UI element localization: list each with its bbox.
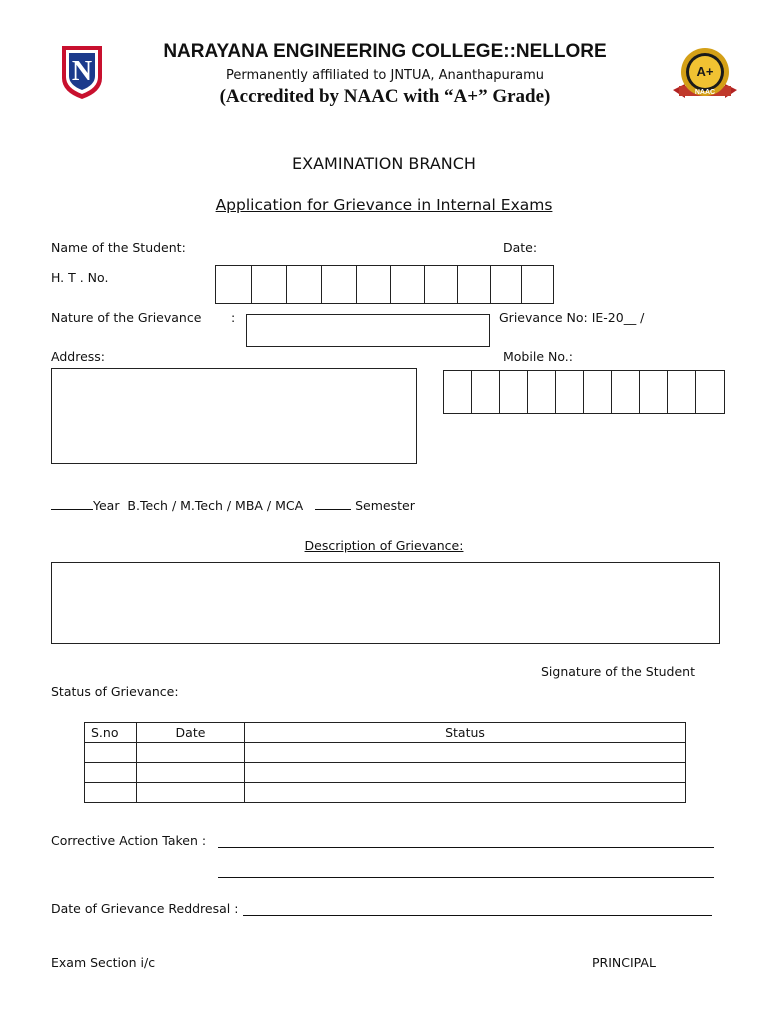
- date-label: Date:: [503, 240, 538, 255]
- cell-sno[interactable]: [85, 763, 137, 783]
- badge-naac: NAAC: [694, 89, 716, 96]
- cell-status[interactable]: [245, 743, 686, 763]
- redressal-line[interactable]: [243, 915, 712, 916]
- cell-sno[interactable]: [85, 783, 137, 803]
- grievance-no-label: Grievance No: IE-20__ /: [499, 310, 645, 325]
- header-status: Status: [245, 723, 686, 743]
- cell-date[interactable]: [137, 783, 245, 803]
- corrective-label: Corrective Action Taken :: [51, 833, 207, 848]
- corrective-line-2[interactable]: [218, 877, 714, 878]
- ht-no-boxes[interactable]: [215, 265, 554, 304]
- logo-letter: N: [71, 56, 93, 87]
- naac-badge: [667, 44, 743, 104]
- student-name-label: Name of the Student:: [51, 240, 186, 255]
- year-program-line: [51, 498, 415, 513]
- status-table: [84, 722, 686, 803]
- semester-blank[interactable]: [315, 508, 351, 510]
- badge-grade: A+: [696, 64, 714, 79]
- cell-status[interactable]: [245, 763, 686, 783]
- year-label: Year: [93, 498, 120, 513]
- corrective-line-1[interactable]: [218, 847, 714, 848]
- table-header-row: [85, 723, 686, 743]
- header-sno: S.no: [85, 723, 137, 743]
- semester-label: Semester: [355, 498, 415, 513]
- nature-input[interactable]: [246, 314, 490, 347]
- nature-colon: :: [231, 310, 236, 325]
- branch-title: EXAMINATION BRANCH: [292, 154, 476, 173]
- address-input[interactable]: [51, 368, 417, 464]
- table-row: [85, 763, 686, 783]
- affiliation-text: Permanently affiliated to JNTUA, Ananthapuramu: [225, 68, 545, 83]
- exam-section-label: Exam Section i/c: [51, 955, 156, 970]
- status-label: Status of Grievance:: [51, 684, 179, 699]
- mobile-label: Mobile No.:: [503, 349, 573, 364]
- header-date: Date: [137, 723, 245, 743]
- accreditation-text: (Accredited by NAAC with “A+” Grade): [219, 86, 551, 107]
- college-logo: [60, 44, 104, 100]
- form-title: Application for Grievance in Internal Exams: [215, 196, 553, 214]
- description-label: Description of Grievance:: [304, 538, 464, 553]
- redressal-label: Date of Grievance Reddresal :: [51, 901, 239, 916]
- program-options: B.Tech / M.Tech / MBA / MCA: [127, 498, 304, 513]
- table-row: [85, 783, 686, 803]
- cell-date[interactable]: [137, 763, 245, 783]
- cell-status[interactable]: [245, 783, 686, 803]
- cell-date[interactable]: [137, 743, 245, 763]
- ht-no-label: H. T . No.: [51, 270, 109, 285]
- mobile-no-boxes[interactable]: [443, 370, 725, 414]
- signature-label: Signature of the Student: [541, 664, 695, 679]
- cell-sno[interactable]: [85, 743, 137, 763]
- college-name: NARAYANA ENGINEERING COLLEGE::NELLORE: [163, 41, 607, 62]
- year-blank[interactable]: [51, 508, 93, 510]
- address-label: Address:: [51, 349, 105, 364]
- principal-label: PRINCIPAL: [592, 955, 656, 970]
- description-input[interactable]: [51, 562, 720, 644]
- table-row: [85, 743, 686, 763]
- nature-label: Nature of the Grievance: [51, 310, 202, 325]
